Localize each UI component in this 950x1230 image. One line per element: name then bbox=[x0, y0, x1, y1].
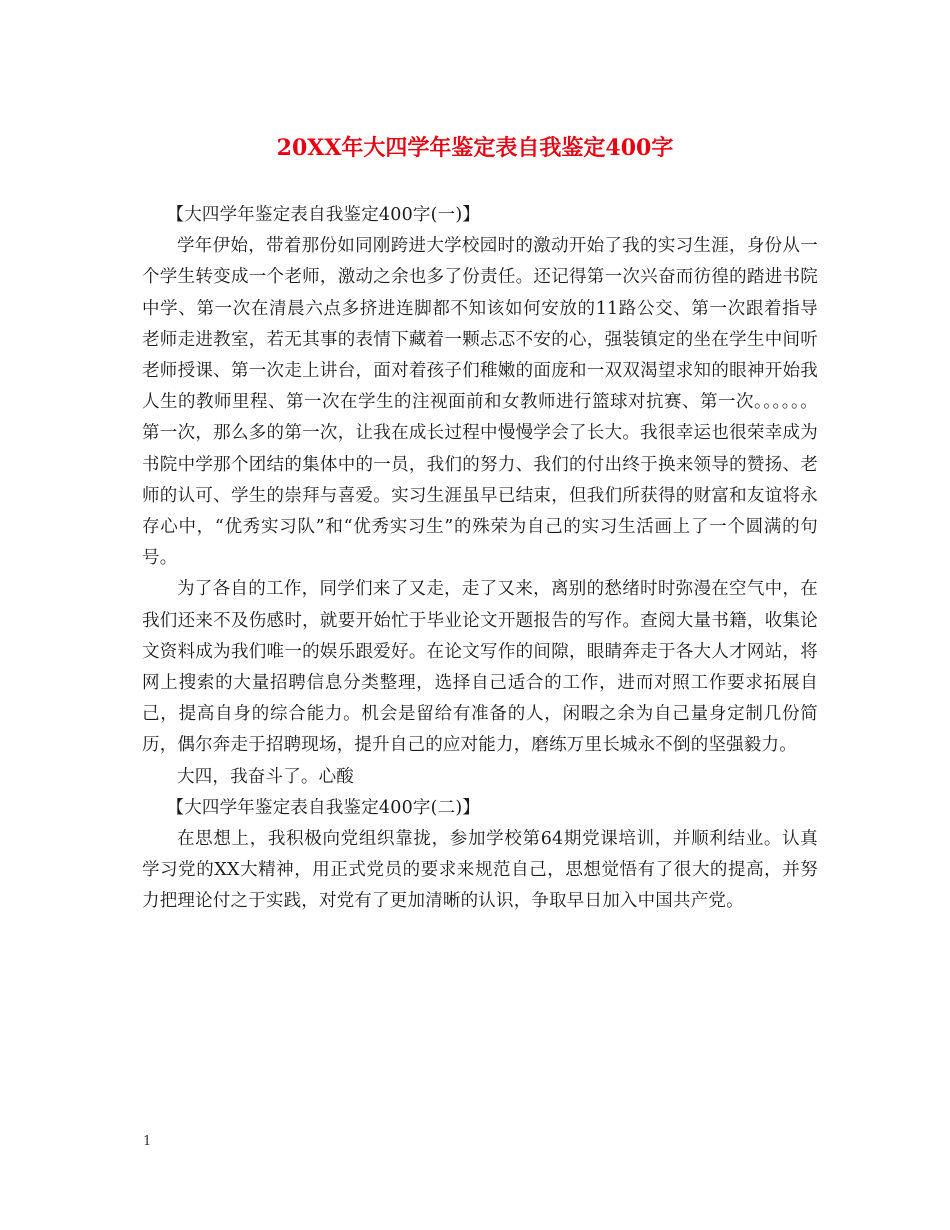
document-title: 20XX年大四学年鉴定表自我鉴定400字 bbox=[276, 135, 674, 161]
paragraph-2: 为了各自的工作，同学们来了又走，走了又来，离别的愁绪时时弥漫在空气中，在我们还来不及伤感时，就要开始忙于毕业论文开题报告的写作。查阅大量书籍，收集论文资料成为我们唯一的娱乐跟爱好。在论文写作的间隙，眼睛奔走于各大人才网站，将网上搜索的大量招聘信息分类整理，选择自己适合的工作，进而对照工作要求拓展自己，提高自身的综合能力。机会是留给有准备的人，闲暇之余为自己量身定制几份简历，偶尔奔走于招聘现场，提升自己的应对能力，磨练万里长城永不倒的坚强毅力。 bbox=[142, 579, 818, 756]
paragraph-4: 在思想上，我积极向党组织靠拢，参加学校第64期党课培训，并顺利结业。认真学习党的XX大精神，用正式党员的要求来规范自己，思想觉悟有了很大的提高，并努力把理论付之于实践，对党有了更加清晰的认识，争取早日加入中国共产党。 bbox=[142, 829, 818, 912]
document-body bbox=[142, 200, 818, 918]
paragraph-3: 大四，我奋斗了。心酸 bbox=[177, 766, 354, 787]
section-heading-2: 【大四学年鉴定表自我鉴定400字(二)】 bbox=[166, 797, 481, 818]
paragraph-1: 学年伊始，带着那份如同刚跨进大学校园时的激动开始了我的实习生涯，身份从一个学生转变成一个老师，激动之余也多了份责任。还记得第一次兴奋而彷徨的踏进书院中学、第一次在清晨六点多挤进连脚都不知该如何安放的11路公交、第一次跟着指导老师走进教室，若无其事的表情下藏着一颗忐忑不安的心，强装镇定的坐在学生中间听老师授课、第一次走上讲台，面对着孩子们稚嫩的面庞和一双双渴望求知的眼神开始我人生的教师里程、第一次在学生的注视面前和女教师进行篮球对抗赛、第一次。。。。。。第一次，那么多的第一次，让我在成长过程中慢慢学会了长大。我很幸运也很荣幸成为书院中学那个团结的集体中的一员，我们的努力、我们的付出终于换来领导的赞扬、老师的认可、学生的崇拜与喜爱。实习生涯虽早已结束，但我们所获得的财富和友谊将永存心中，“优秀实习队”和“优秀实习生”的殊荣为自己的实习生活画上了一个圆满的句号。 bbox=[142, 236, 818, 569]
page-number: 1 bbox=[143, 1134, 152, 1149]
section-heading-1: 【大四学年鉴定表自我鉴定400字(一)】 bbox=[166, 205, 481, 225]
